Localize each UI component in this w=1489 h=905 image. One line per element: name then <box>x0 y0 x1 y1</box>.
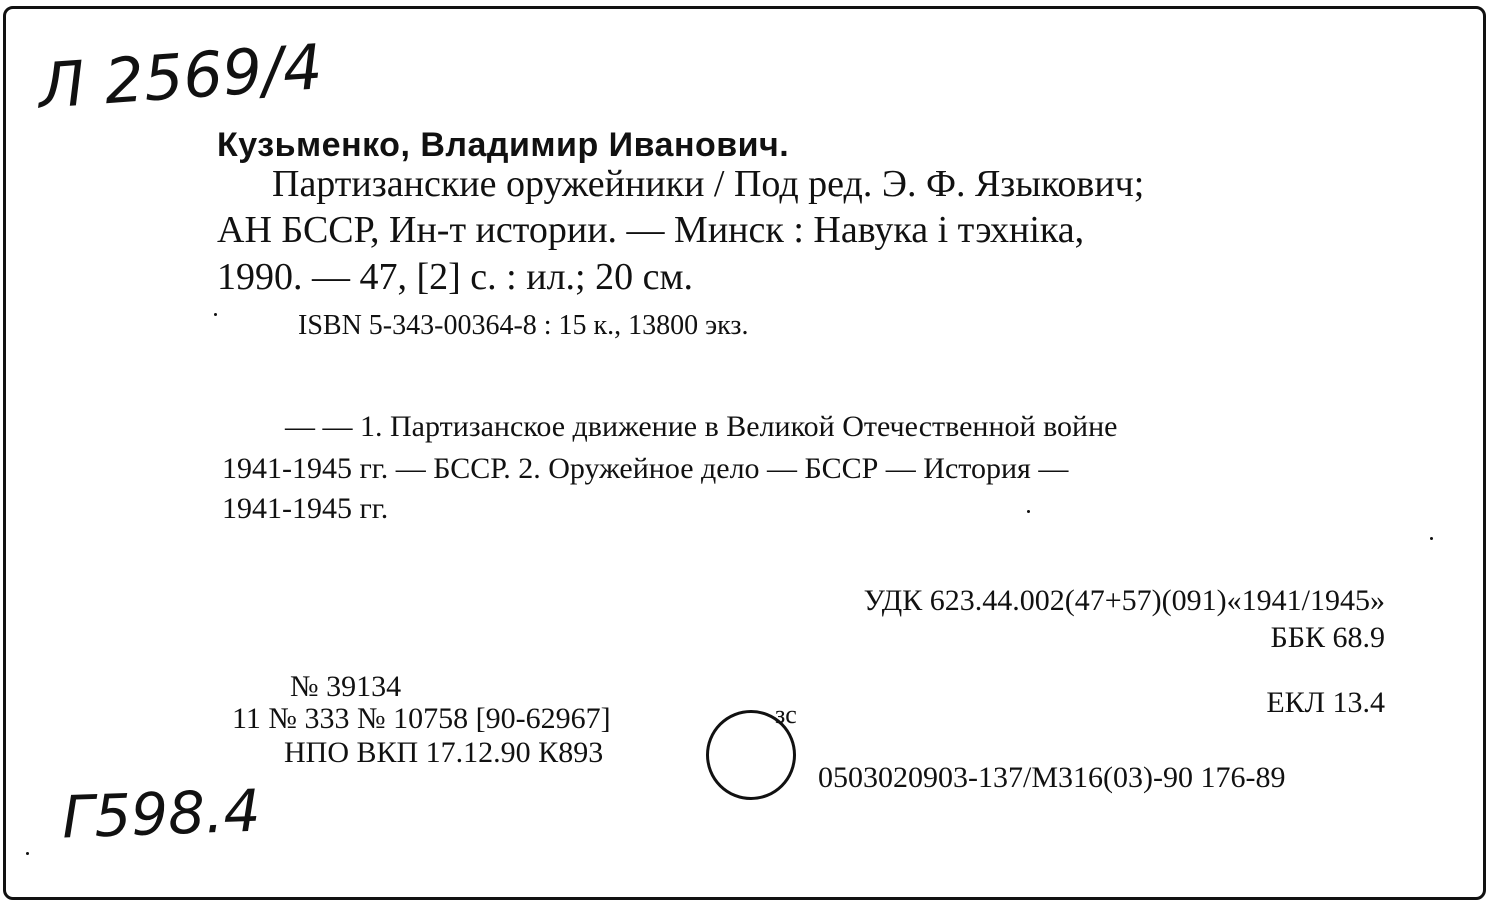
ekl-index: ЕКЛ 13.4 <box>1266 686 1385 719</box>
description-line-2: АН БССР, Ин-т истории. — Минск : Навука і тэхніка, <box>217 209 1085 251</box>
order-line: 11 № 333 № 10758 [90-62967] <box>232 702 611 735</box>
subject-line-2: 1941-1945 гг. — БССР. 2. Оружейное дело — БССР — История — <box>222 452 1069 485</box>
handwritten-shelf-mark-bottom: Г598.4 <box>60 776 262 852</box>
description-line-1: Партизанские оружейники / Под ред. Э. Ф. Языкович; <box>272 163 1145 205</box>
ink-speck <box>1027 510 1030 513</box>
circle-stamp <box>706 710 796 800</box>
ink-speck <box>1430 537 1433 540</box>
ink-speck <box>214 313 217 316</box>
handwritten-shelf-mark-top: Л 2569/4 <box>35 30 325 123</box>
printer-line: НПО ВКП 17.12.90 К893 <box>284 736 604 769</box>
ink-speck <box>26 852 29 855</box>
subject-line-1: — — 1. Партизанское движение в Великой Отечественной войне <box>285 410 1118 443</box>
publisher-code: 0503020903-137/М316(03)-90 176-89 <box>818 761 1286 794</box>
description-line-3: 1990. — 47, [2] с. : ил.; 20 см. <box>217 256 694 298</box>
udk-index: УДК 623.44.002(47+57)(091)«1941/1945» <box>863 584 1385 617</box>
author-heading: Кузьменко, Владимир Иванович. <box>217 126 790 164</box>
isbn-line: ISBN 5-343-00364-8 : 15 к., 13800 экз. <box>298 310 749 341</box>
subject-line-3: 1941-1945 гг. <box>222 492 389 525</box>
card-number: № 39134 <box>290 670 402 703</box>
order-suffix: зс <box>775 700 797 729</box>
bbk-index: ББК 68.9 <box>1270 621 1385 654</box>
